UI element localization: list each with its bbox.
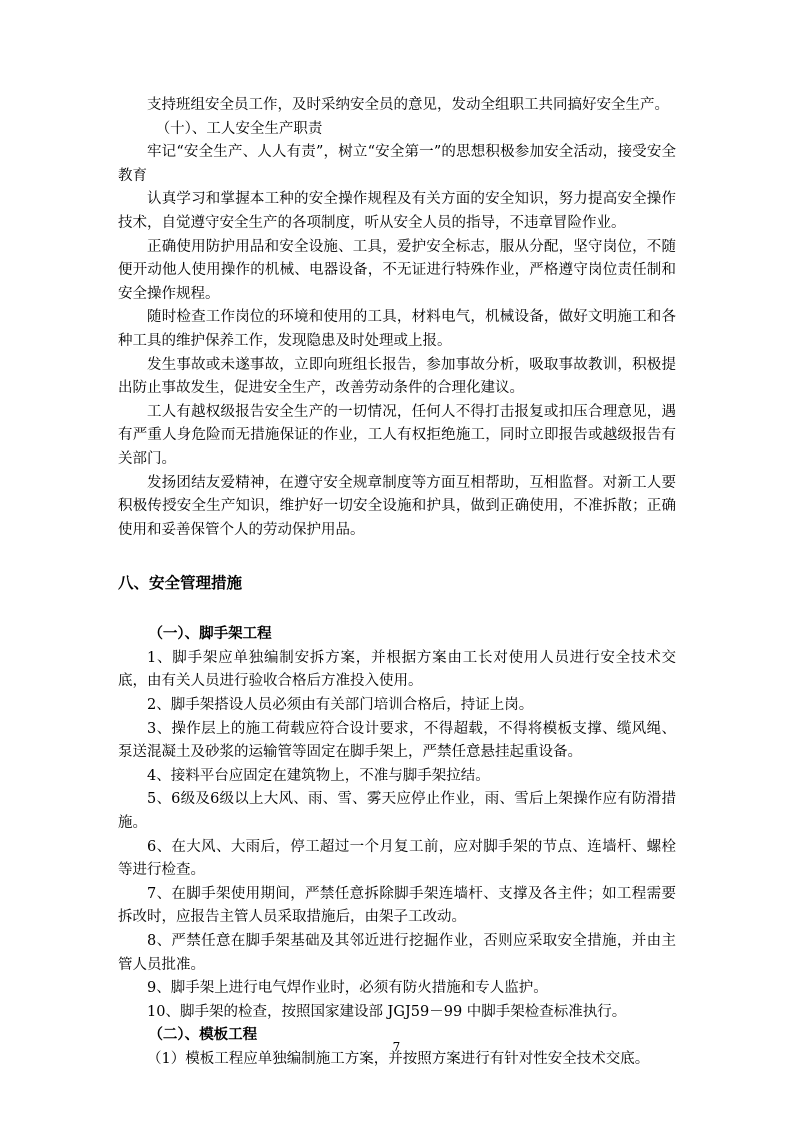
list-item: （1）模板工程应单独编制施工方案，并按照方案进行有针对性安全技术交底。 (147, 1050, 650, 1067)
section-heading: 八、安全管理措施 (118, 574, 243, 593)
paragraph-remember-safety: 牢记“安全生产、人人有责”，树立“安全第一”的思想积极参加安全活动，接受安全教育 (118, 144, 676, 184)
list-item: 8、严禁任意在脚手架基础及其邻近进行挖掘作业，否则应采取安全措施，并由主管人员批准。 (118, 933, 676, 973)
paragraph-worker-duties-heading: （十）、工人安全生产职责 (155, 120, 323, 137)
list-item: 3、操作层上的施工荷载应符合设计要求，不得超载，不得将模板支撑、缆风绳、泵送混凝土及砂浆的运输管等固定在脚手架上，严禁任意悬挂起重设备。 (118, 720, 676, 761)
list-item: 1、脚手架应单独编制安拆方案，并根据方案由工长对使用人员进行安全技术交底，由有关人员进行验收合格后方准投入使用。 (118, 649, 676, 690)
page-content (118, 94, 676, 1072)
paragraph-learn-rules: 认真学习和掌握本工种的安全操作规程及有关方面的安全知识，努力提高安全操作技术，自觉遵守安全生产的各项制度，听从安全人员的指导，不违章冒险作业。 (118, 191, 676, 231)
paragraph-teamwork: 发扬团结友爱精神，在遵守安全规章制度等方面互相帮助，互相监督。对新工人要积极传授安全生产知识，维护好一切安全设施和护具，做到正确使用，不准拆散；正确使用和妥善保管个人的劳动保护用品。 (118, 474, 676, 538)
paragraph-protective-equipment: 正确使用防护用品和安全设施、工具，爱护安全标志，服从分配，坚守岗位，不随便开动他人使用操作的机械、电器设备，不无证进行特殊作业，严格遵守岗位责任制和安全操作规程。 (118, 238, 676, 302)
subsection-heading-formwork: （二）、模板工程 (148, 1027, 258, 1044)
paragraph-worker-rights: 工人有越权级报告安全生产的一切情况，任何人不得打击报复或扣压合理意见，遇有严重人身危险而无措施保证的作业，工人有权拒绝施工，同时立即报告或越级报告有关部门。 (118, 403, 676, 467)
list-item: 4、接料平台应固定在建筑物上，不准与脚手架拉结。 (147, 767, 490, 784)
paragraph-check-workplace: 随时检查工作岗位的环境和使用的工具，材料电气，机械设备，做好文明施工和各种工具的维护保养工作，发现隐患及时处理或上报。 (118, 309, 676, 349)
subsection-heading-scaffold: （一）、脚手架工程 (148, 626, 272, 643)
list-item: 10、脚手架的检查，按照国家建设部 JGJ59－99 中脚手架检查标准执行。 (147, 1003, 627, 1020)
list-item: 2、脚手架搭设人员必须由有关部门培训合格后，持证上岗。 (147, 697, 534, 714)
paragraph-support-safety-officer: 支持班组安全员工作，及时采纳安全员的意见，发动全组职工共同搞好安全生产。 (147, 97, 669, 113)
list-item: 7、在脚手架使用期间，严禁任意拆除脚手架连墙杆、支撑及各主件；如工程需要拆改时，应报告主管人员采取措施后，由架子工改动。 (118, 885, 676, 926)
list-item: 5、6级及6级以上大风、雨、雪、雾天应停止作业，雨、雪后上架操作应有防滑措施。 (118, 791, 676, 832)
list-item: 6、在大风、大雨后，停工超过一个月复工前，应对脚手架的节点、连墙杆、螺栓等进行检查。 (118, 838, 676, 879)
paragraph-accident-report: 发生事故或未遂事故，立即向班组长报告，参加事故分析，吸取事故教训，积极提出防止事故发生，促进安全生产，改善劳动条件的合理化建议。 (118, 356, 676, 397)
list-item: 9、脚手架上进行电气焊作业时，必须有防火措施和专人监护。 (147, 980, 548, 997)
page-number: 7 (392, 1040, 401, 1054)
